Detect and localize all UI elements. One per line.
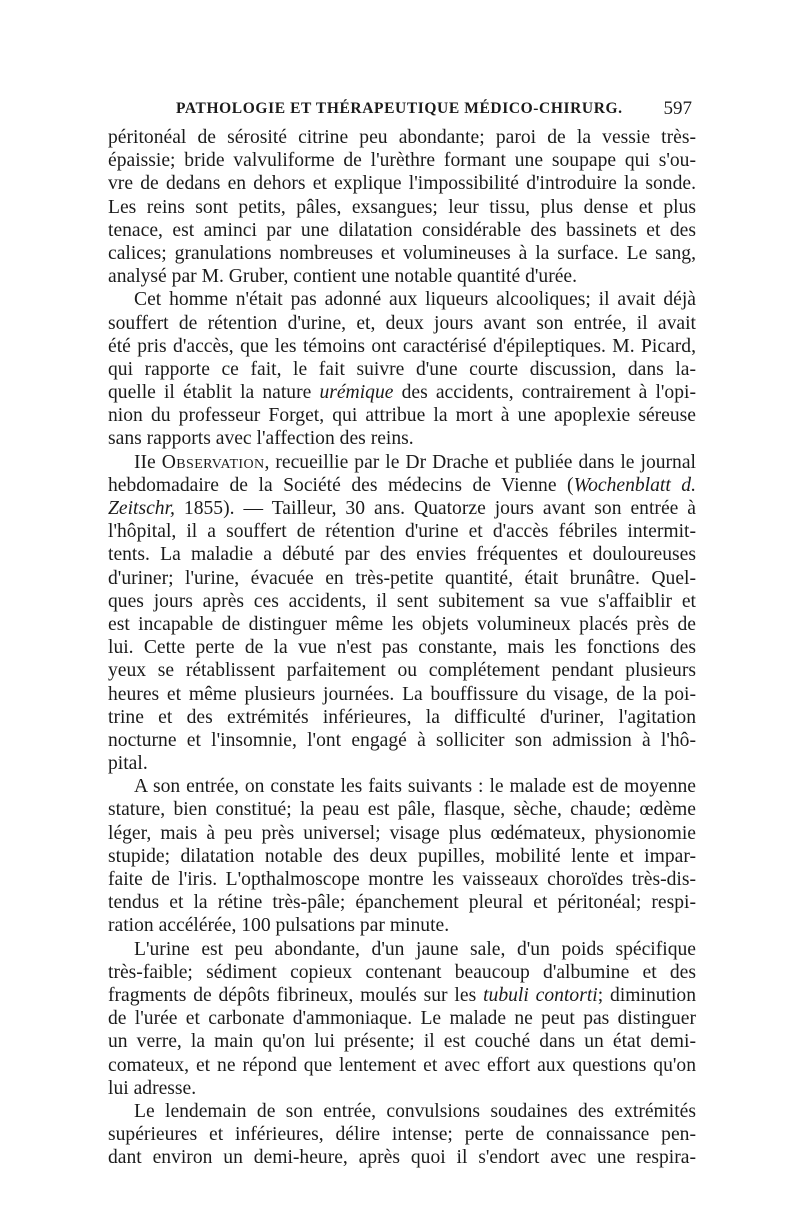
text-line: stupide; dilatation notable des deux pupilles, mobilité lente et impar- bbox=[108, 845, 696, 867]
text-line: yeux se rétablissent parfaitement ou complétement pendant plusieurs bbox=[108, 660, 696, 682]
text-line: été pris d'accès, que les témoins ont caractérisé d'épileptiques. M. Picard, bbox=[108, 335, 696, 357]
text-segment: hebdomadaire de la Société des médecins de Vienne ( bbox=[108, 474, 574, 496]
text-line-mixed bbox=[108, 474, 696, 497]
text-line: Cet homme n'était pas adonné aux liqueurs alcooliques; il avait déjà bbox=[134, 289, 696, 311]
text-line: tents. La maladie a débuté par des envies fréquentes et douloureuses bbox=[108, 544, 696, 566]
text-line: un verre, la main qu'on lui présente; il est couché dans un état demi- bbox=[108, 1031, 696, 1053]
text-line: est incapable de distinguer même les objets volumineux placés près de bbox=[108, 613, 696, 635]
running-head bbox=[108, 96, 696, 126]
observation-heading: Observation bbox=[161, 451, 265, 473]
italic-journal-abbrev: Zeitschr, bbox=[108, 498, 175, 519]
text-line: lui adresse. bbox=[108, 1077, 197, 1099]
text-line: supérieures et inférieures, délire intense; perte de connaissance pen- bbox=[108, 1124, 696, 1146]
text-line: analysé par M. Gruber, contient une notable quantité d'urée. bbox=[108, 266, 578, 288]
text-segment: 1855). — Tailleur, 30 ans. Quatorze jours avant son entrée à bbox=[174, 498, 696, 519]
book-page bbox=[108, 96, 696, 1176]
text-line: dant environ un demi-heure, après quoi il s'endort avec une respira- bbox=[108, 1147, 696, 1169]
text-line-mixed bbox=[108, 497, 696, 520]
text-segment: quelle il établit la nature bbox=[108, 382, 312, 404]
text-segment: ; diminution bbox=[597, 984, 697, 1006]
text-segment: IIe bbox=[134, 451, 156, 473]
text-line: vre de dedans en dehors et explique l'impossibilité d'introduire la sonde. bbox=[108, 173, 696, 195]
text-line: L'urine est peu abondante, d'un jaune sale, d'un poids spécifique bbox=[134, 938, 696, 960]
text-line: lui. Cette perte de la vue n'est pas constante, mais les fonctions des bbox=[108, 637, 696, 659]
text-line: souffert de rétention d'urine, et, deux jours avant son entrée, il avait bbox=[108, 312, 696, 334]
text-line: ration accélérée, 100 pulsations par minute. bbox=[108, 915, 450, 937]
running-head-title: PATHOLOGIE ET THÉRAPEUTIQUE MÉDICO-CHIRURG. bbox=[176, 100, 623, 117]
text-line: heures et même plusieurs journées. La bouffissure du visage, de la poi- bbox=[108, 683, 696, 705]
text-line: ques jours après ces accidents, il sent subitement sa vue s'affaiblir et bbox=[108, 590, 696, 612]
text-segment: , recueillie par le Dr Drache et publiée dans le journal bbox=[264, 451, 696, 473]
text-line: épaissie; bride valvuliforme de l'urèthre formant une soupape qui s'ou- bbox=[108, 150, 696, 172]
text-line: tenace, est aminci par une dilatation considérable des bassinets et des bbox=[108, 219, 696, 241]
text-segment: fragments de dépôts fibrineux, moulés sur les bbox=[108, 984, 477, 1006]
page-body bbox=[108, 126, 696, 1169]
text-segment: des accidents, contrairement à l'opi- bbox=[401, 382, 696, 404]
italic-term: tubuli contorti bbox=[483, 984, 598, 1006]
text-line: pital. bbox=[108, 753, 148, 775]
text-line: Le lendemain de son entrée, convulsions soudaines des extrémités bbox=[134, 1100, 696, 1122]
text-line: tendus et la rétine très-pâle; épanchement pleural et péritonéal; respi- bbox=[108, 892, 696, 914]
text-line-mixed bbox=[108, 984, 696, 1007]
text-line-mixed bbox=[108, 451, 696, 474]
text-line: sans rapports avec l'affection des reins. bbox=[108, 428, 414, 450]
text-line: léger, mais à peu près universel; visage plus œdémateux, physionomie bbox=[108, 822, 696, 844]
text-line: nion du professeur Forget, qui attribue la mort à une apoplexie séreuse bbox=[108, 405, 696, 427]
text-line: Les reins sont petits, pâles, exsangues; leur tissu, plus dense et plus bbox=[108, 196, 696, 218]
page-number: 597 bbox=[663, 98, 692, 119]
text-line: très-faible; sédiment copieux contenant beaucoup d'albumine et des bbox=[108, 961, 696, 983]
text-line: nocturne et l'insomnie, l'ont engagé à solliciter son admission à l'hô- bbox=[108, 729, 696, 751]
text-line: d'uriner; l'urine, évacuée en très-petite quantité, était brunâtre. Quel- bbox=[108, 567, 696, 589]
text-line-mixed bbox=[108, 381, 696, 404]
text-line: A son entrée, on constate les faits suivants : le malade est de moyenne bbox=[134, 776, 696, 798]
text-line: péritonéal de sérosité citrine peu abondante; paroi de la vessie très- bbox=[108, 127, 696, 148]
text-line: de l'urée et carbonate d'ammoniaque. Le malade ne peut pas distinguer bbox=[108, 1008, 696, 1030]
text-line: stature, bien constitué; la peau est pâle, flasque, sèche, chaude; œdème bbox=[108, 799, 696, 821]
text-line: l'hôpital, il a souffert de rétention d'urine et d'accès fébriles intermit- bbox=[108, 521, 696, 543]
text-line: faite de l'iris. L'opthalmoscope montre les vaisseaux choroïdes très-dis- bbox=[108, 869, 696, 890]
text-line: qui rapporte ce fait, le fait suivre d'une courte discussion, dans la- bbox=[108, 358, 696, 380]
italic-term: urémique bbox=[319, 382, 394, 404]
italic-journal-title: Wochenblatt d. bbox=[573, 474, 697, 496]
text-line: trine et des extrémités inférieures, la difficulté d'uriner, l'agitation bbox=[108, 706, 696, 728]
text-line: comateux, et ne répond que lentement et avec effort aux questions qu'on bbox=[108, 1054, 696, 1076]
text-line: calices; granulations nombreuses et volumineuses à la surface. Le sang, bbox=[108, 242, 696, 264]
